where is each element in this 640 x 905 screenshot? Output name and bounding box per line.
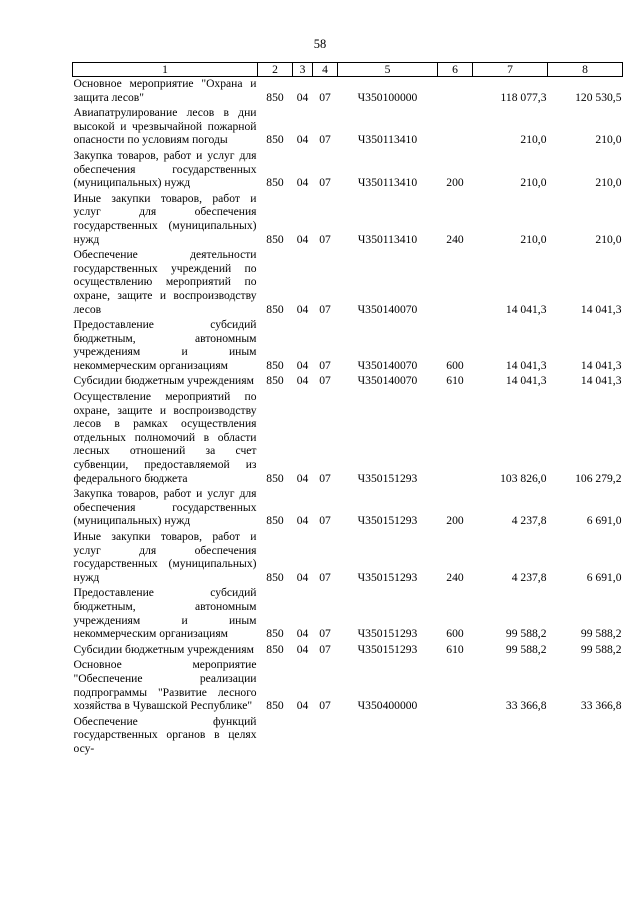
row-subsection-code: 07 <box>319 358 331 372</box>
row-subsection-code: 07 <box>319 570 331 584</box>
row-ministry-code: 850 <box>266 642 284 656</box>
row-ministry-code: 850 <box>266 471 284 485</box>
table-row <box>73 248 623 318</box>
row-amount-year-1: 210,0 <box>520 176 547 190</box>
row-subsection-code: 07 <box>319 627 331 641</box>
table-row <box>73 390 623 487</box>
row-name: Иные закупки товаров, работ и услуг для обеспечения государственных (муниципальных) нужд <box>73 191 257 246</box>
table-row <box>73 149 623 192</box>
row-subsection-code: 07 <box>319 699 331 713</box>
row-amount-year-1: 118 077,3 <box>500 90 547 104</box>
row-ministry-code: 850 <box>266 514 284 528</box>
row-amount-year-2: 6 691,0 <box>586 570 622 584</box>
row-expense-type: 610 <box>446 374 464 388</box>
row-ministry-code: 850 <box>266 176 284 190</box>
row-amount-year-2: 14 041,3 <box>580 374 622 388</box>
row-target-article: Ч350151293 <box>357 627 418 641</box>
row-amount-year-2: 14 041,3 <box>580 302 622 316</box>
row-name: Обеспечение деятельности государственных учреждений по осуществлению мероприятий по охране, защите и воспроизводству лесов <box>73 248 257 316</box>
row-expense-type <box>438 106 473 149</box>
table-row <box>73 586 623 642</box>
column-header-1: 1 <box>73 63 258 77</box>
row-subsection-code: 07 <box>319 374 331 388</box>
column-header-3: 3 <box>293 63 313 77</box>
row-target-article: Ч350151293 <box>357 471 418 485</box>
row-subsection-code: 07 <box>319 176 331 190</box>
row-subsection-code: 07 <box>319 642 331 656</box>
row-amount-year-1: 103 826,0 <box>500 471 547 485</box>
row-name: Субсидии бюджетным учреждениям <box>73 642 254 656</box>
row-name: Закупка товаров, работ и услуг для обеспечения государственных (муниципальных) нужд <box>73 148 257 190</box>
row-target-article: Ч350140070 <box>357 358 418 372</box>
row-amount-year-2: 210,0 <box>595 133 622 147</box>
row-subsection-code: 07 <box>319 514 331 528</box>
row-amount-year-1: 14 041,3 <box>505 302 547 316</box>
row-target-article: Ч350113410 <box>357 232 418 246</box>
row-expense-type: 200 <box>446 514 464 528</box>
row-ministry-code: 850 <box>266 570 284 584</box>
row-amount-year-1: 14 041,3 <box>505 358 547 372</box>
row-subsection-code: 07 <box>319 133 331 147</box>
row-name: Субсидии бюджетным учреждениям <box>73 374 254 388</box>
row-expense-type <box>438 248 473 318</box>
table-row <box>73 715 623 758</box>
row-name: Авиапатрулирование лесов в дни высокой и чрезвычайной пожарной опасности по условиям погоды <box>73 106 257 147</box>
column-header-2: 2 <box>258 63 293 77</box>
row-ministry-code <box>258 715 293 758</box>
row-subsection-code: 07 <box>319 471 331 485</box>
row-section-code: 04 <box>296 232 309 246</box>
row-amount-year-2: 33 366,8 <box>580 699 622 713</box>
row-amount-year-2: 99 588,2 <box>580 627 622 641</box>
row-expense-type: 240 <box>446 232 464 246</box>
table-row <box>73 374 623 390</box>
row-name: Обеспечение функций государственных органов в целях осу- <box>73 714 257 755</box>
page-number: 58 <box>313 37 327 51</box>
row-subsection-code: 07 <box>319 232 331 246</box>
row-section-code <box>293 715 313 758</box>
column-header-5: 5 <box>338 63 438 77</box>
column-header-6: 6 <box>438 63 473 77</box>
row-amount-year-2: 99 588,2 <box>580 642 622 656</box>
row-amount-year-2: 210,0 <box>595 232 622 246</box>
row-target-article <box>338 715 438 758</box>
row-section-code: 04 <box>296 642 309 656</box>
row-subsection-code: 07 <box>319 302 331 316</box>
row-section-code: 04 <box>296 176 309 190</box>
row-amount-year-1: 99 588,2 <box>505 627 547 641</box>
row-section-code: 04 <box>296 358 309 372</box>
budget-table <box>72 62 623 758</box>
row-section-code: 04 <box>296 570 309 584</box>
row-expense-type: 600 <box>446 627 464 641</box>
column-header-8: 8 <box>548 63 623 77</box>
table-row <box>73 487 623 530</box>
table-row <box>73 530 623 586</box>
row-section-code: 04 <box>296 471 309 485</box>
row-expense-type: 610 <box>446 642 464 656</box>
row-section-code: 04 <box>296 514 309 528</box>
row-name: Закупка товаров, работ и услуг для обеспечения государственных (муниципальных) нужд <box>73 487 257 528</box>
column-header-7: 7 <box>473 63 548 77</box>
row-name: Предоставление субсидий бюджетным, автономным учреждениям и иным некоммерческим организациям <box>73 318 257 372</box>
column-header-4: 4 <box>313 63 338 77</box>
table-row <box>73 658 623 714</box>
row-target-article: Ч350113410 <box>357 176 418 190</box>
row-section-code: 04 <box>296 699 309 713</box>
row-amount-year-1: 99 588,2 <box>505 642 547 656</box>
row-name: Основное мероприятие "Обеспечение реализации подпрограммы "Развитие лесного хозяйства в Чувашской Республике" <box>73 658 257 713</box>
row-ministry-code: 850 <box>266 699 284 713</box>
row-target-article: Ч350100000 <box>357 90 418 104</box>
table-row <box>73 318 623 374</box>
row-amount-year-2: 14 041,3 <box>580 358 622 372</box>
row-target-article: Ч350151293 <box>357 570 418 584</box>
row-target-article: Ч350113410 <box>357 133 418 147</box>
row-expense-type <box>438 658 473 714</box>
row-target-article: Ч350140070 <box>357 374 418 388</box>
row-section-code: 04 <box>296 374 309 388</box>
row-ministry-code: 850 <box>266 358 284 372</box>
row-ministry-code: 850 <box>266 133 284 147</box>
row-amount-year-1: 4 237,8 <box>511 514 547 528</box>
row-amount-year-1 <box>473 715 548 758</box>
row-subsection-code <box>313 715 338 758</box>
row-amount-year-1: 4 237,8 <box>511 570 547 584</box>
row-section-code: 04 <box>296 133 309 147</box>
row-subsection-code: 07 <box>319 90 331 104</box>
row-expense-type: 240 <box>446 570 464 584</box>
row-expense-type: 600 <box>446 358 464 372</box>
row-target-article: Ч350151293 <box>357 642 418 656</box>
row-amount-year-2 <box>548 715 623 758</box>
row-amount-year-2: 210,0 <box>595 176 622 190</box>
row-target-article: Ч350140070 <box>357 302 418 316</box>
table-header-row <box>73 63 623 77</box>
table-row <box>73 77 623 107</box>
table-row <box>73 106 623 149</box>
table-row <box>73 643 623 659</box>
row-section-code: 04 <box>296 90 309 104</box>
row-expense-type: 200 <box>446 176 464 190</box>
row-amount-year-2: 106 279,2 <box>575 471 622 485</box>
row-amount-year-1: 33 366,8 <box>505 699 547 713</box>
row-amount-year-2: 6 691,0 <box>586 514 622 528</box>
row-amount-year-1: 210,0 <box>520 133 547 147</box>
row-name: Осуществление мероприятий по охране, защите и воспроизводству лесов в рамках осуществления отдельных полномочий в области лесных отношений за счет субвенции, предоставляемой из федерального бюджета <box>73 390 257 485</box>
row-name: Основное мероприятие "Охрана и защита лесов" <box>73 77 257 104</box>
row-section-code: 04 <box>296 302 309 316</box>
row-target-article: Ч350151293 <box>357 514 418 528</box>
row-section-code: 04 <box>296 627 309 641</box>
table-row <box>73 192 623 248</box>
row-expense-type <box>438 390 473 487</box>
row-ministry-code: 850 <box>266 302 284 316</box>
row-expense-type <box>438 715 473 758</box>
row-name: Предоставление субсидий бюджетным, автономным учреждениям и иным некоммерческим организациям <box>73 586 257 641</box>
row-expense-type <box>438 77 473 107</box>
row-target-article: Ч350400000 <box>357 699 418 713</box>
row-ministry-code: 850 <box>266 232 284 246</box>
row-ministry-code: 850 <box>266 627 284 641</box>
row-amount-year-1: 14 041,3 <box>505 374 547 388</box>
row-amount-year-1: 210,0 <box>520 232 547 246</box>
row-ministry-code: 850 <box>266 374 284 388</box>
row-name: Иные закупки товаров, работ и услуг для обеспечения государственных (муниципальных) нужд <box>73 530 257 584</box>
row-amount-year-2: 120 530,5 <box>575 90 622 104</box>
row-ministry-code: 850 <box>266 90 284 104</box>
